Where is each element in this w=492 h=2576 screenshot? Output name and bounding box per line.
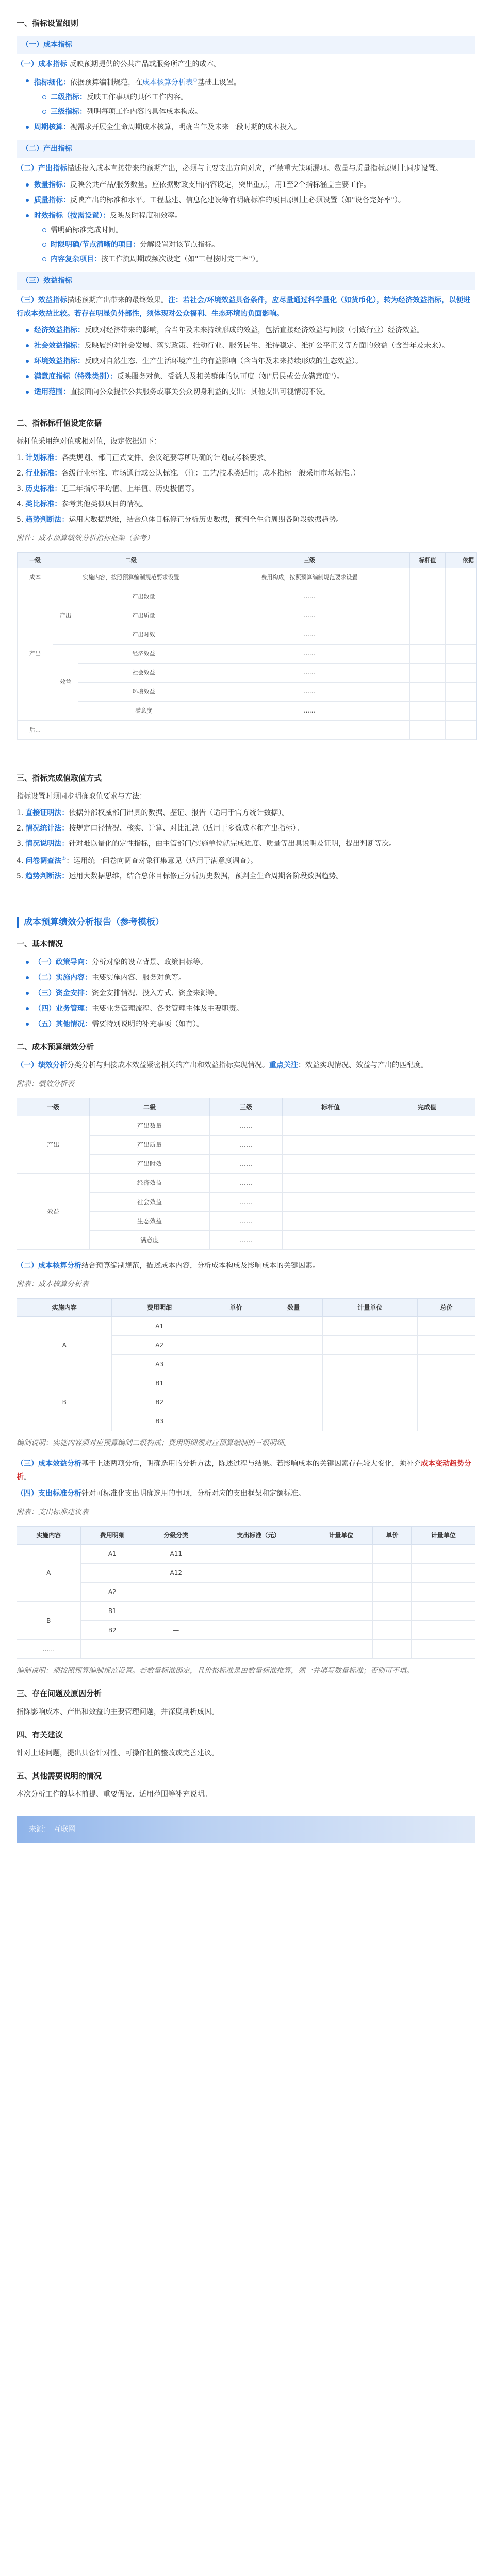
table-row: B B1 — [17, 1602, 475, 1621]
column-header: 分级分类 — [144, 1527, 208, 1545]
table-header-row — [17, 1299, 475, 1317]
column-header: 三级 — [209, 1098, 282, 1116]
table-row: A2 — [17, 1336, 475, 1355]
column-header: 实施内容 — [17, 1527, 81, 1545]
paragraph: 指标设置时须同步明确取值要求与方法： — [17, 792, 146, 801]
framework-table — [17, 553, 477, 740]
table-row: 产出 产出数量 …… — [17, 1116, 475, 1136]
column-header: 标杆值 — [283, 1098, 379, 1116]
list-item: 环境效益指标：反映对自然生态、生产生活环境产生的有益影响（含当年及未来持续形成的生态效益）。 — [26, 354, 475, 368]
numbered-list — [17, 806, 475, 884]
paragraph: （三）效益指标描述预期产出带来的最终效果。注：若社会/环境效益具备条件，应尽量通过科学量化（如货币化），转为经济效益指标，以便进行成本效益比较。若存在明显负外部性，须体现对公众福利、生态环境的负面影响。 — [17, 296, 471, 318]
subsection-heading: （二）产出指标 — [17, 140, 475, 158]
table-header-row — [18, 553, 477, 568]
column-header: 计量单位 — [309, 1527, 373, 1545]
highlight-note: 注：若社会/环境效益具备条件，应尽量通过科学量化（如货币化），转为经济效益指标，以便进行成本效益比较。若存在明显负外部性，须体现对公众福利、生态环境的负面影响。 — [17, 296, 471, 318]
table-row: 效益 经济效益 …… — [18, 644, 477, 663]
footnote-marker[interactable]: ② — [61, 856, 67, 862]
table-row: 产出 产出 产出数量 …… — [18, 587, 477, 606]
table-caption: 附表：支出标准建议表 — [17, 1508, 89, 1517]
table-row: 产出时效 …… — [17, 1155, 475, 1174]
column-header: 完成值 — [379, 1098, 475, 1116]
paragraph: （一）绩效分析分类分析与归接成本效益紧密相关的产出和效益指标实现情况。重点关注：效益实现情况、效益与产出的匹配度。 — [17, 1061, 428, 1070]
section-title: 三、指标完成值取值方式 — [17, 773, 102, 783]
bullet-list — [26, 956, 475, 1031]
column-header: 单价 — [373, 1527, 412, 1545]
section-title: 二、指标标杆值设定依据 — [17, 418, 102, 428]
list-item: 适用范围：直接面向公众提供公共服务或事关公众切身利益的支出：其他支出可视情况不设。 — [26, 385, 475, 399]
column-header: 标杆值 — [410, 553, 446, 568]
performance-table — [17, 1098, 475, 1250]
table-header-row — [17, 1098, 475, 1116]
inline-heading: （一）成本指标 — [17, 60, 67, 69]
column-header: 支出标准（元） — [208, 1527, 309, 1545]
expenditure-standard-table — [17, 1526, 475, 1659]
framework-table-scroll[interactable] — [17, 552, 477, 740]
table-row: 产出质量 …… — [17, 1136, 475, 1155]
list-item: （一）政策导向：分析对象的设立背景、政策目标等。 — [26, 956, 475, 969]
table-row: A12 — [17, 1564, 475, 1583]
sub-list — [42, 224, 475, 266]
table-row: 满意度 …… — [18, 701, 477, 720]
list-item: 内容复杂项目：按工作流周期或频次设定（如"工程按时完工率"）。 — [42, 252, 475, 266]
section-title: 一、基本情况 — [17, 939, 63, 949]
table-row: B3 — [17, 1412, 475, 1431]
paragraph: （二）产出指标描述投入成本直接带来的预期产出，必须与主要支出方向对应，严禁重大缺项漏项。数量与质量指标原则上同步设置。 — [17, 164, 442, 173]
list-item: 5. 趋势判断法：运用大数据思维，结合总体目标修正分析历史数据，预判全生命周期各阶段数据趋势。 — [17, 872, 343, 881]
column-header: 费用明细 — [80, 1527, 144, 1545]
list-item: 周期核算：视需求开展全生命周期成本核算，明确当年及未来一段时期的成本投入。 — [26, 121, 475, 134]
list-item: 2. 情况统计法：按规定口径情况、核实、计算、对比汇总（适用于多数成本和产出指标）。 — [17, 824, 304, 833]
list-item: （三）资金安排：资金安排情况、投入方式、资金来源等。 — [26, 987, 475, 1000]
list-item: 质量指标：反映产出的标准和水平。工程基建、信息化建设等有明确标准的项目原则上必须设置（如"设备完好率"）。 — [26, 194, 475, 207]
list-item: 三级指标：列明每项工作内容的具体成本构成。 — [42, 105, 475, 118]
column-header: 一级 — [18, 553, 53, 568]
table-row: 满意度 …… — [17, 1231, 475, 1250]
bullet-list — [26, 178, 475, 266]
column-header: 计量单位 — [322, 1299, 417, 1317]
paragraph: 指陈影响成本、产出和效益的主要管理问题，并深度剖析成因。 — [17, 1708, 219, 1717]
section-title: 一、指标设置细则 — [17, 19, 79, 28]
column-header: 实施内容 — [17, 1299, 112, 1317]
bullet-list — [26, 324, 475, 399]
list-item: 经济效益指标：反映对经济带来的影响，含当年及未来持续形成的效益，包括直接经济效益与间接（引致行业）经济效益。 — [26, 324, 475, 337]
column-header: 三级 — [209, 553, 410, 568]
column-header: 一级 — [17, 1098, 90, 1116]
section-title: 五、其他需要说明的情况 — [17, 1771, 102, 1781]
list-item: 数量指标：反映公共产品/服务数量。应依据财政支出内容设定，突出重点，用1至2个指标涵盖主要工作。 — [26, 178, 475, 192]
column-header: 计量单位 — [412, 1527, 475, 1545]
table-row: 社会效益 …… — [17, 1193, 475, 1212]
paragraph: 本次分析工作的基本前提、重要假设、适用范围等补充说明。 — [17, 1790, 211, 1799]
subsection-heading: （一）成本指标 — [17, 36, 475, 54]
column-header: 依据 — [446, 553, 477, 568]
list-item: 3. 情况说明法：针对难以量化的定性指标，由主管部门/实施单位就完成进度、质量等出具说明及证明，提出判断等次。 — [17, 839, 397, 848]
column-header: 数量 — [265, 1299, 322, 1317]
table-row: A A1 A11 — [17, 1545, 475, 1564]
paragraph: 针对上述问题，提出具备针对性、可操作性的整改或完善建议。 — [17, 1749, 219, 1758]
list-item: 社会效益指标：反映履约对社会发展、落实政策、推动行业、服务民生、维持稳定、维护公平正义等方面的效益（含当年及未来）。 — [26, 339, 475, 352]
column-header: 费用明细 — [112, 1299, 207, 1317]
list-item: （五）其他情况：需要特别说明的补充事项（如有）。 — [26, 1018, 475, 1031]
list-item: 时限明确/节点清晰的项目：分解设置对该节点指标。 — [42, 238, 475, 251]
list-item: 需明确标准完成时间。 — [42, 224, 475, 237]
sub-list — [42, 91, 475, 118]
table-note: 编制说明：实施内容须对应预算编制二级构成；费用明细须对应预算编制的三级明细。 — [17, 1439, 291, 1448]
source-banner — [17, 1816, 475, 1843]
column-header: 总价 — [418, 1299, 475, 1317]
list-item: 满意度指标（特殊类别）：反映服务对象、受益人及相关群体的认可度（如"居民或公众满意度"）。 — [26, 370, 475, 383]
list-item: 1. 计划标准：各类规划、部门正式文件、会议纪要等所明确的计划或考核要求。 — [17, 453, 271, 462]
paragraph: （三）成本效益分析基于上述两项分析，明确选用的分析方法，陈述过程与结果。若影响成本的关键因素存在较大变化，须补充成本变动趋势分析。 — [17, 1460, 471, 1482]
table-row: 社会效益 …… — [18, 663, 477, 682]
paragraph: （四）支出标准分析针对可标准化支出明确选用的事项，分析对应的支出框架和定额标准。 — [17, 1489, 305, 1498]
section-title: 四、有关建议 — [17, 1730, 63, 1740]
list-item: 时效指标（按需设置）：反映及时程度和效率。 需明确标准完成时间。 时限明确/节点清晰的项目：分解设置对该节点指标。 内容复杂项目：按工作流周期或频次设定（如"工程按时完工率"）。 — [26, 209, 475, 266]
table-row: A A1 — [17, 1317, 475, 1336]
cost-table-link[interactable]: 成本核算分析表 — [142, 78, 193, 87]
paragraph: 标杆值采用绝对值或相对值，设定依据如下： — [17, 437, 161, 446]
source-text: 来源： 互联网 — [29, 1825, 75, 1834]
report-title: 成本预算绩效分析报告（参考模板） — [17, 917, 475, 928]
table-row: …… — [17, 1640, 475, 1659]
table-note: 编制说明：须按照预算编制规范设置。若数量标准确定，且价格标准是由数量标准推算，须一并填写数量标准；否则可不填。 — [17, 1667, 414, 1675]
table-header-row — [17, 1527, 475, 1545]
column-header: 二级 — [90, 1098, 210, 1116]
list-item: 二级指标：反映工作事项的具体工作内容。 — [42, 91, 475, 104]
section-title: 二、成本预算绩效分析 — [17, 1042, 94, 1052]
numbered-list — [17, 451, 475, 527]
list-item: （二）实施内容：主要实施内容、服务对象等。 — [26, 971, 475, 985]
list-item: 4. 类比标准：参考其他类似项目的情况。 — [17, 500, 149, 509]
section-title: 三、存在问题及原因分析 — [17, 1689, 102, 1699]
table-caption: 附件：成本预算绩效分析指标框架（参考） — [17, 534, 154, 543]
list-item: （四）业务管理：主要业务管理流程、各类管理主体及主要职责。 — [26, 1002, 475, 1015]
column-header: 单价 — [207, 1299, 265, 1317]
table-row: 环境效益 …… — [18, 682, 477, 701]
subsection-heading: （三）效益指标 — [17, 272, 475, 290]
table-row: 效益 经济效益 …… — [17, 1174, 475, 1193]
table-row: 产出时效 …… — [18, 625, 477, 644]
table-caption: 附表：绩效分析表 — [17, 1080, 74, 1089]
table-caption: 附表：成本核算分析表 — [17, 1280, 89, 1289]
table-row: A3 — [17, 1355, 475, 1374]
table-row: B B1 — [17, 1374, 475, 1393]
bullet-list — [26, 74, 475, 134]
list-item: 2. 行业标准：各级行业标准、市场通行或公认标准。（注：工艺/技术类适用；成本指标一般采用市场标准。） — [17, 469, 360, 478]
column-header: 二级 — [53, 553, 209, 568]
table-row: A2 — — [17, 1583, 475, 1602]
cost-accounting-table — [17, 1298, 475, 1431]
paragraph: （一）成本指标 反映预期提供的公共产品或服务所产生的成本。 — [17, 60, 221, 69]
table-row: 生态效益 …… — [17, 1212, 475, 1231]
list-item: 4. 问卷调查法②：运用统一问卷向调查对象征集意见（适用于满意度调查）。 — [17, 856, 258, 866]
paragraph: （二）成本核算分析结合预算编制规范，描述成本内容，分析成本构成及影响成本的关键因素。 — [17, 1262, 320, 1270]
table-row: B2 — [17, 1393, 475, 1412]
table-row: 产出质量 …… — [18, 606, 477, 625]
list-item: 3. 历史标准：近三年指标平均值、上年值、历史极值等。 — [17, 484, 199, 493]
list-item: 5. 趋势判断法：运用大数据思维，结合总体目标修正分析历史数据，预判全生命周期各阶段数据趋势。 — [17, 515, 343, 524]
footnote-marker[interactable]: ① — [193, 78, 198, 83]
list-item: 1. 直接证明法：依据外部权威部门出具的数据、鉴证、报告（适用于官方统计数据）。 — [17, 808, 289, 817]
table-row: B2 — — [17, 1621, 475, 1640]
table-row: 成本 实施内容，按照预算编制规范要求设置 费用构成，按照预算编制规范要求设置 — [18, 568, 477, 587]
list-item: 指标细化：依据预算编制规范，在成本核算分析表①基础上设置。 二级指标：反映工作事项的具体工作内容。 三级指标：列明每项工作内容的具体成本构成。 — [26, 74, 475, 118]
table-row: 后… — [18, 720, 477, 739]
